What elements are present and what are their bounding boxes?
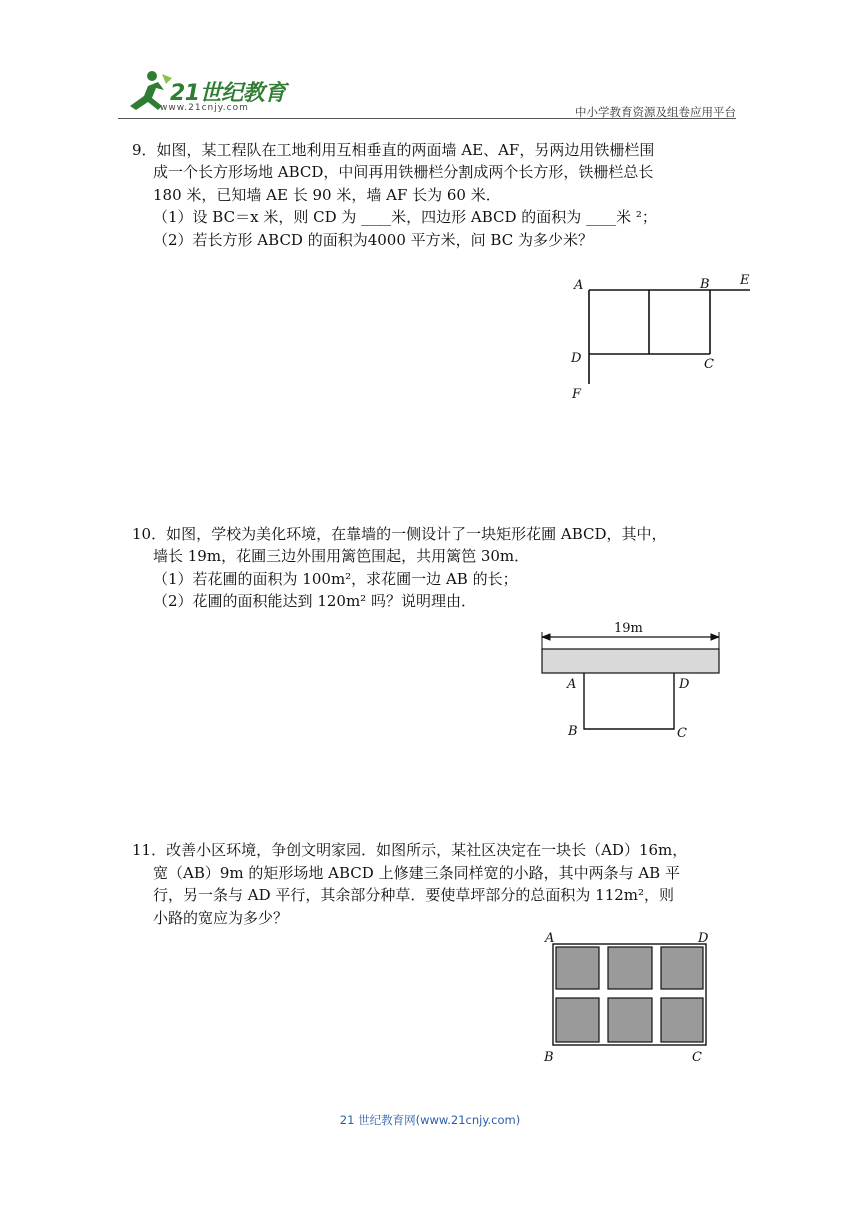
logo-url: www.21cnjy.com [160, 103, 249, 113]
lawn-bottom-right [661, 998, 703, 1042]
q10-line-4: （2）花圃的面积能达到 120m² 吗？说明理由． [153, 592, 476, 610]
lawn-top-left [556, 947, 599, 989]
q10-line-3: （1）若花圃的面积为 100m²，求花圃一边 AB 的长； [153, 570, 518, 588]
label-c: C [704, 357, 714, 372]
wall-length-label: 19m [614, 621, 643, 636]
q9-line-5: （2）若长方形 ABCD 的面积为4000 平方米，问 BC 为多少米？ [153, 231, 593, 249]
q9-line-1: 9．如图，某工程队在工地利用互相垂直的两面墙 AE、AF，另两边用铁栅栏围 [132, 141, 655, 159]
q11-figure [538, 926, 718, 1068]
header-tagline: 中小学教育资源及组卷应用平台 [575, 105, 736, 119]
lawn-top-middle [608, 947, 652, 989]
label-a: A [574, 278, 584, 293]
q11-line-1: 11．改善小区环境，争创文明家园．如图所示，某社区决定在一块长（AD）16m， [132, 841, 688, 859]
q9-line-2: 成一个长方形场地 ABCD，中间再用铁栅栏分割成两个长方形，铁栅栏总长 [153, 163, 654, 181]
q11-line-4: 小路的宽应为多少？ [153, 909, 289, 927]
q9-line-4: （1）设 BC＝x 米，则 CD 为 ____米，四边形 ABCD 的面积为 ____米 ²； [153, 208, 657, 226]
flower-bed-fence [584, 673, 674, 729]
logo-text: 21世纪教育 [170, 81, 286, 106]
header-divider [118, 118, 736, 119]
label-f: F [572, 387, 582, 402]
lawn-bottom-middle [608, 998, 652, 1042]
lawn-top-right [661, 947, 703, 989]
label-b: B [568, 724, 578, 739]
q10-line-2: 墙长 19m，花圃三边外围用篱笆围起，共用篱笆 30m． [153, 547, 530, 565]
label-c: C [692, 1050, 702, 1065]
page-footer: 21 世纪教育网(www.21cnjy.com) [339, 1113, 521, 1127]
label-e: E [740, 273, 750, 288]
q9-figure [560, 268, 760, 408]
label-a: A [567, 677, 577, 692]
label-b: B [700, 277, 710, 292]
q11-line-2: 宽（AB）9m 的矩形场地 ABCD 上修建三条同样宽的小路，其中两条与 AB 平 [153, 864, 680, 882]
label-d: D [679, 677, 690, 692]
q10-figure [536, 616, 726, 746]
label-d: D [698, 931, 709, 946]
q10-line-1: 10．如图，学校为美化环境，在靠墙的一侧设计了一块矩形花圃 ABCD，其中， [132, 525, 667, 543]
label-b: B [544, 1050, 554, 1065]
label-c: C [677, 726, 687, 741]
page-header [118, 64, 736, 120]
q9-line-3: 180 米，已知墙 AE 长 90 米，墙 AF 长为 60 米． [153, 186, 501, 204]
label-a: A [545, 931, 555, 946]
label-d: D [571, 351, 582, 366]
lawn-bottom-left [556, 998, 599, 1042]
site-logo [118, 64, 298, 120]
q11-line-3: 行，另一条与 AD 平行，其余部分种草．要使草坪部分的总面积为 112m²，则 [153, 886, 675, 904]
wall [542, 649, 719, 673]
